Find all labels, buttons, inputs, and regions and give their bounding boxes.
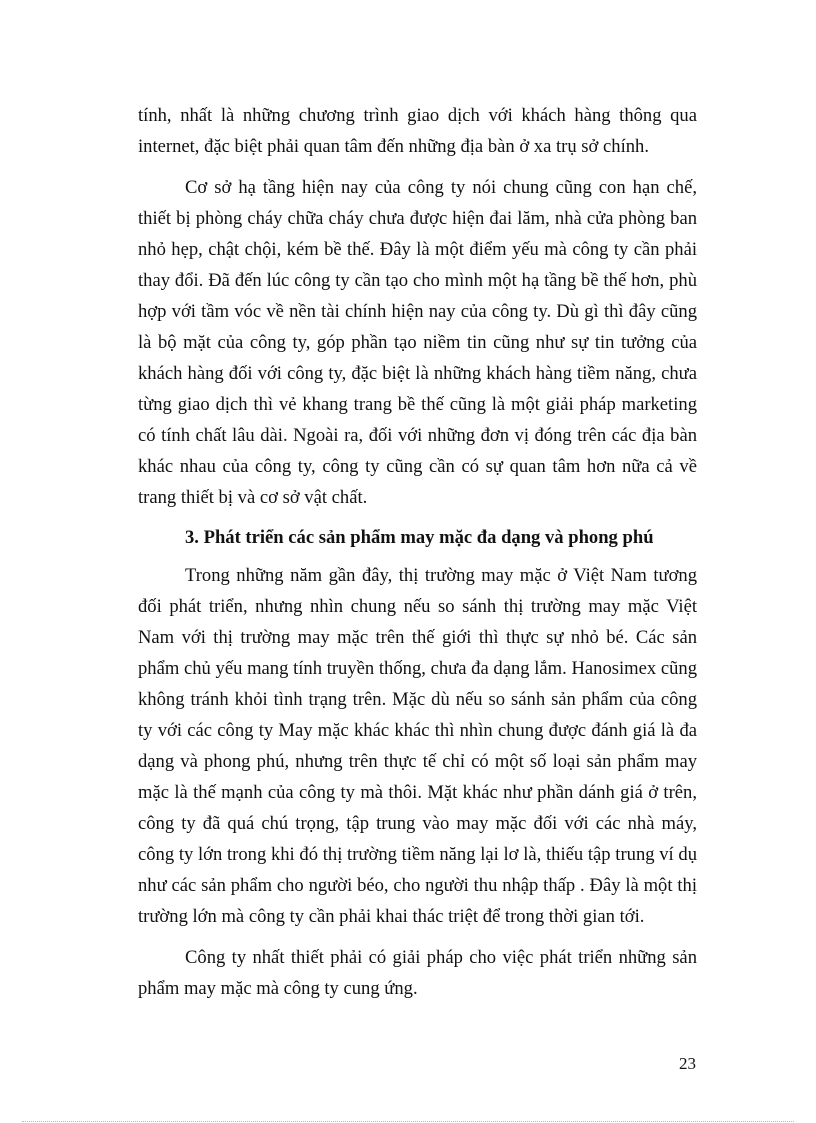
document-page bbox=[138, 100, 697, 1004]
paragraph-market: Trong những năm gần đây, thị trường may mặc ở Việt Nam tương đối phát triển, nhưng nhìn chung nếu so sánh thị trường may mặc Việt Nam với thị trường may mặc trên thế giới thì thực sự nhỏ bé. Các sản phẩm chủ yếu mang tính truyền thống, chưa đa dạng lắm. Hanosimex cũng không tránh khỏi tình trạng trên. Mặc dù nếu so sánh sản phẩm của công ty với các công ty May mặc khác khác thì nhìn chung được đánh giá là đa dạng và phong phú, nhưng trên thực tế chỉ có một số loại sản phẩm may mặc là thế mạnh của công ty mà thôi. Mặt khác như phần dánh giá ở trên, công ty đã quá chú trọng, tập trung vào may mặc đối với các nhà máy, công ty lớn trong khi đó thị trường tiềm năng lại lơ là, thiếu tập trung ví dụ như các sản phẩm cho người béo, cho người thu nhập thấp . Đây là một thị trường lớn mà công ty cần phải khai thác triệt để trong thời gian tới. bbox=[138, 565, 697, 927]
section-heading: 3. Phát triển các sản phẩm may mặc đa dạng và phong phú bbox=[185, 527, 654, 548]
paragraph-infrastructure: Cơ sở hạ tầng hiện nay của công ty nói chung cũng con hạn chế, thiết bị phòng cháy chữa cháy chưa được hiện đai lăm, nhà cửa phòng ban nhỏ hẹp, chật chội, kém bề thế. Đây là một điểm yếu mà công ty cần phải thay đổi. Đã đến lúc công ty cần tạo cho mình một hạ tầng bề thế hơn, phù hợp với tầm vóc về nền tài chính hiện nay của công ty. Dù gì thì đây cũng là bộ mặt của công ty, góp phần tạo niềm tin cũng như sự tin tưởng của khách hàng đối với công ty, đặc biệt là những khách hàng tiềm năng, chưa từng giao dịch thì vẻ khang trang bề thế cũng là một giải pháp marketing có tính chất lâu dài. Ngoài ra, đối với những đơn vị đóng trên các địa bàn khác nhau của công ty, công ty cũng cần có sự quan tâm hơn nữa cả về trang thiết bị và cơ sở vật chất. bbox=[138, 177, 697, 508]
page-number: 23 bbox=[679, 1054, 696, 1073]
paragraph-conclusion: Công ty nhất thiết phải có giải pháp cho việc phát triển những sản phẩm may mặc mà công ty cung ứng. bbox=[138, 947, 697, 999]
paragraph-continuation: tính, nhất là những chương trình giao dịch với khách hàng thông qua internet, đặc biệt phải quan tâm đến những địa bàn ở xa trụ sở chính. bbox=[138, 105, 697, 157]
page-bottom-divider bbox=[22, 1121, 794, 1122]
